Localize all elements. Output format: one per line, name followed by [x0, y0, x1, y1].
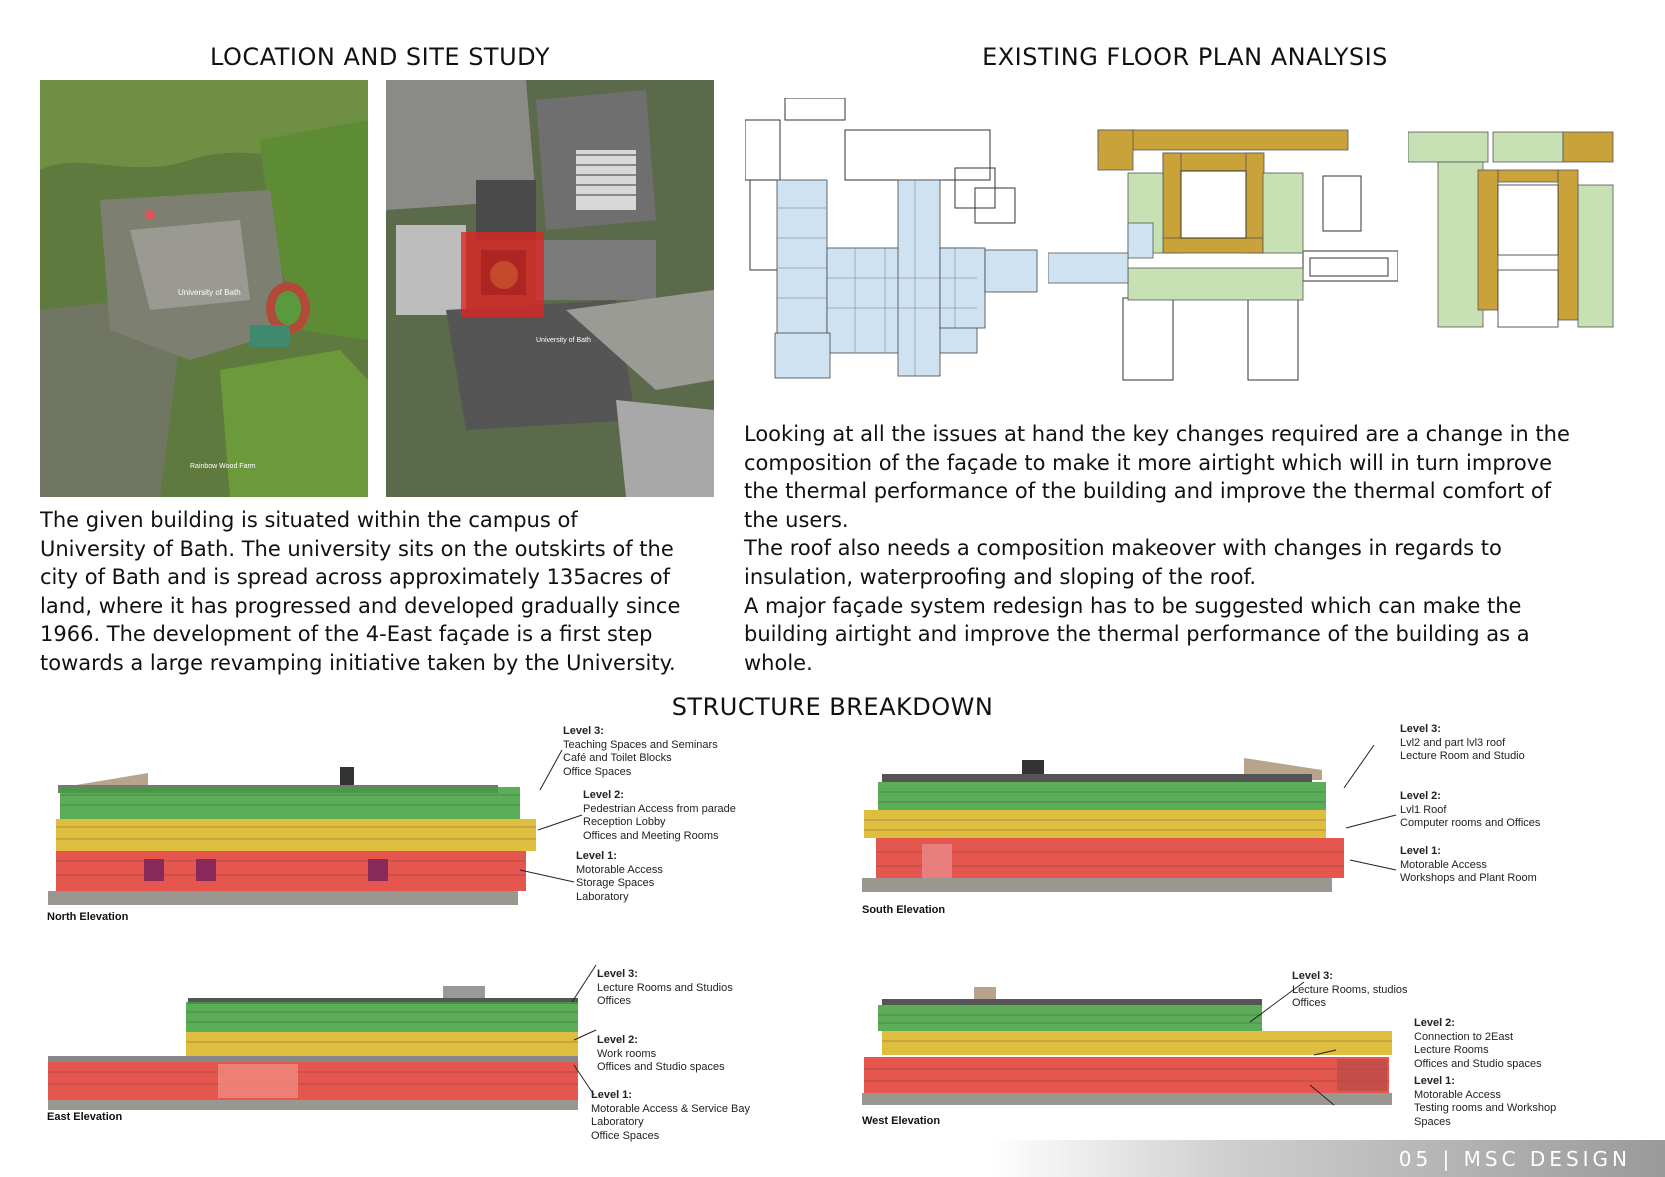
floor-plan-level-2: [1048, 128, 1398, 383]
svg-text:University of Bath: University of Bath: [178, 288, 241, 297]
east-level1-callout: Level 1: Motorable Access & Service Bay Laboratory Office Spaces: [591, 1089, 750, 1142]
analysis-line: A major façade system redesign has to be suggested which can make the: [744, 593, 1522, 618]
analysis-line: composition of the façade to make it more airtight which will in turn improve: [744, 450, 1553, 475]
south-leader-lines: [1332, 730, 1402, 890]
north-level1-callout: Level 1: Motorable Access Storage Spaces Laboratory: [576, 850, 663, 903]
floor-plan-level-1: [745, 98, 1040, 390]
svg-text:Rainbow Wood Farm: Rainbow Wood Farm: [190, 463, 256, 470]
analysis-line: the users.: [744, 507, 849, 532]
floor-plan-level-3: [1408, 130, 1618, 330]
east-level3-callout: Level 3: Lecture Rooms and Studios Offices: [597, 968, 733, 1007]
east-elevation-drawing: [48, 980, 578, 1110]
west-elevation-label: West Elevation: [862, 1115, 941, 1127]
analysis-line: the thermal performance of the building and improve the thermal comfort of: [744, 479, 1552, 504]
west-level2-callout: Level 2: Connection to 2East Lecture Rooms Offices and Studio spaces: [1414, 1017, 1542, 1070]
east-elevation-label: East Elevation: [47, 1111, 123, 1123]
structure-heading: STRUCTURE BREAKDOWN: [671, 693, 994, 721]
north-level3-callout: Level 3: Teaching Spaces and Seminars Café and Toilet Blocks Office Spaces: [563, 725, 718, 778]
analysis-line: whole.: [744, 650, 813, 675]
south-elevation-label: South Elevation: [862, 904, 946, 916]
west-level3-callout: Level 3: Lecture Rooms, studios Offices: [1292, 970, 1408, 1009]
location-heading: LOCATION AND SITE STUDY: [210, 43, 550, 71]
analysis-description: [744, 420, 1644, 677]
campus-aerial-map: [40, 80, 368, 497]
page-number-label: 05 | MSC DESIGN: [1398, 1147, 1631, 1171]
south-level3-callout: Level 3: Lvl2 and part lvl3 roof Lecture Room and Studio: [1400, 723, 1525, 762]
location-line: University of Bath. The university sits on the outskirts of the: [40, 536, 674, 561]
svg-text:University of Bath: University of Bath: [536, 337, 591, 344]
analysis-line: insulation, waterproofing and sloping of the roof.: [744, 564, 1256, 589]
south-level1-callout: Level 1: Motorable Access Workshops and Plant Room: [1400, 845, 1537, 884]
east-level2-callout: Level 2: Work rooms Offices and Studio spaces: [597, 1034, 725, 1073]
analysis-line: building airtight and improve the thermal performance of the building as a: [744, 622, 1530, 647]
analysis-line: The roof also needs a composition makeover with changes in regards to: [744, 536, 1502, 561]
north-elevation-label: North Elevation: [47, 911, 129, 923]
west-level1-callout: Level 1: Motorable Access Testing rooms and Workshop Spaces: [1414, 1075, 1557, 1128]
analysis-line: Looking at all the issues at hand the key changes required are a change in the: [744, 422, 1570, 446]
location-line: towards a large revamping initiative taken by the University.: [40, 650, 676, 675]
location-description: [40, 506, 720, 678]
footer-bar: [990, 1140, 1665, 1177]
location-line: city of Bath and is spread across approximately 135acres of: [40, 565, 671, 590]
location-line: land, where it has progressed and developed gradually since: [40, 593, 681, 618]
south-level2-callout: Level 2: Lvl1 Roof Computer rooms and Offices: [1400, 790, 1541, 829]
south-elevation-drawing: [862, 748, 1347, 903]
north-level2-callout: Level 2: Pedestrian Access from parade Reception Lobby Offices and Meeting Rooms: [583, 789, 736, 842]
north-elevation-drawing: [48, 755, 538, 910]
building-aerial-map: [386, 80, 714, 497]
location-line: 1966. The development of the 4-East façade is a first step: [40, 622, 653, 647]
floor-plan-heading: EXISTING FLOOR PLAN ANALYSIS: [982, 43, 1388, 71]
location-line: The given building is situated within the campus of: [40, 508, 578, 532]
